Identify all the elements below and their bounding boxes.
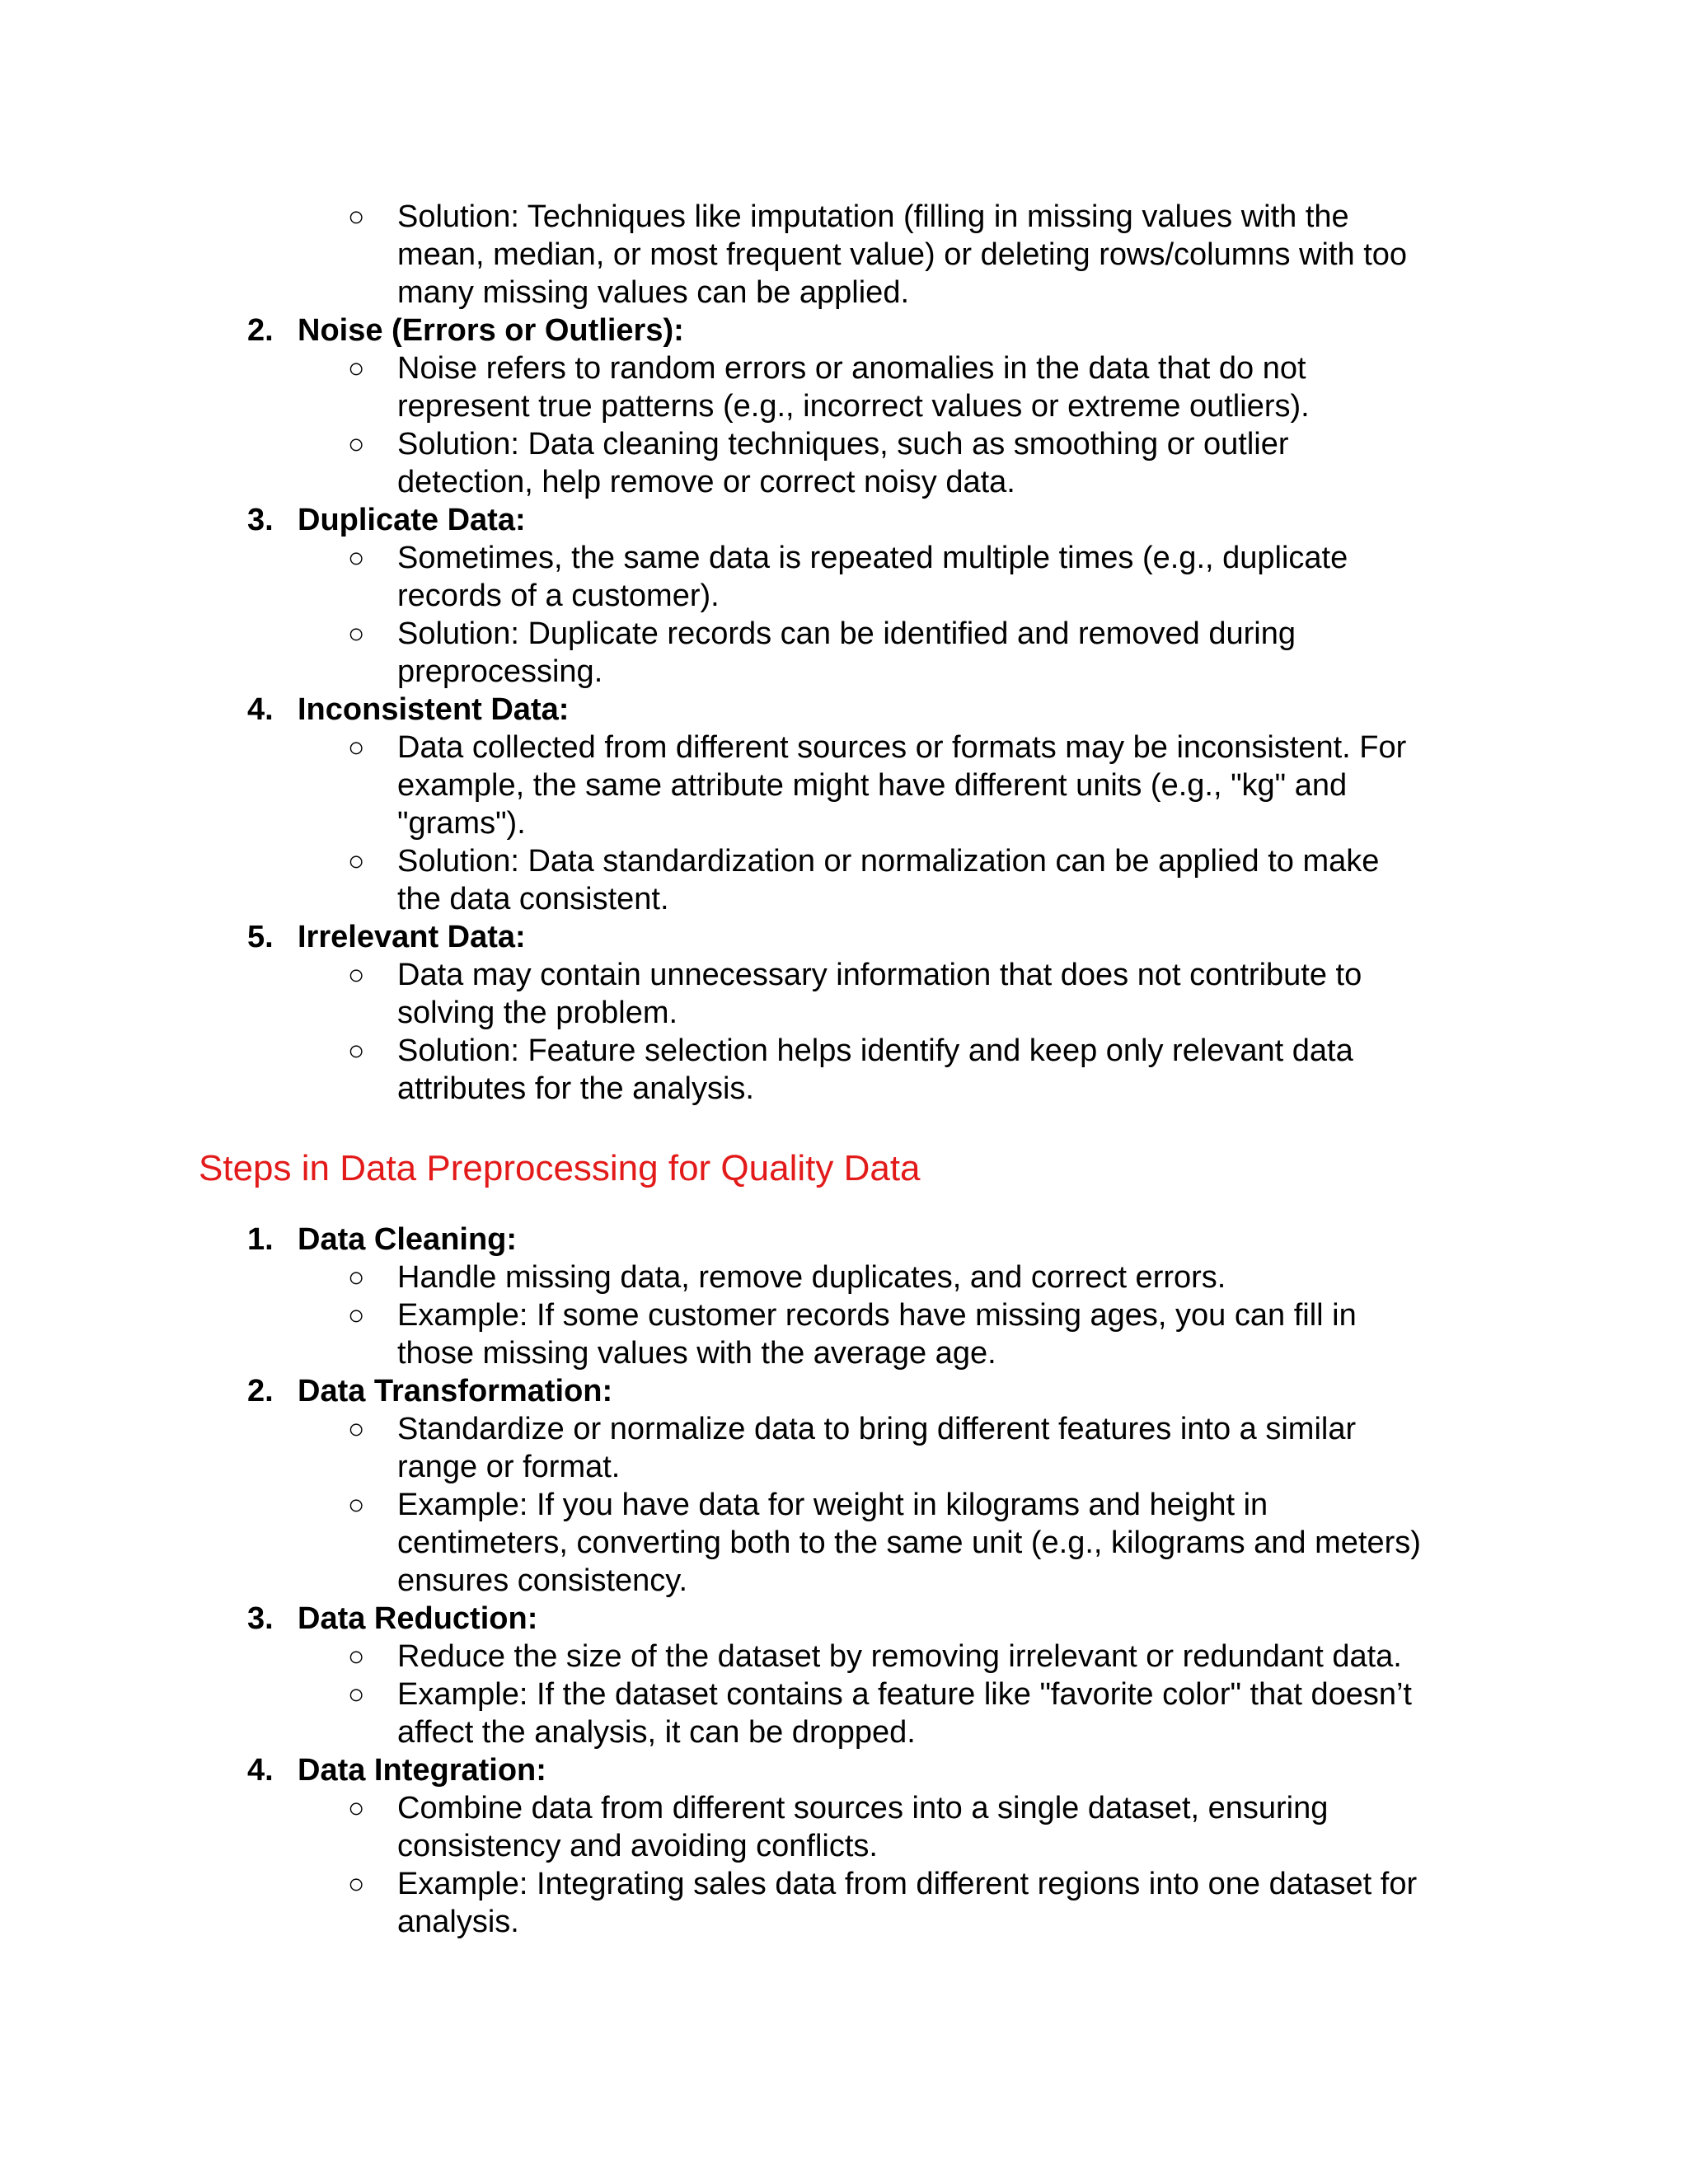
list-item-heading — [0, 691, 1688, 729]
list-item-data-cleaning — [0, 1221, 1688, 1372]
hollow-bullet-icon: ○ — [348, 846, 365, 877]
list-item-heading — [0, 918, 1688, 956]
list-item-heading — [0, 501, 1688, 539]
list-item-heading — [0, 312, 1688, 349]
bullet-text: Handle missing data, remove duplicates, and correct errors. — [397, 1260, 1226, 1295]
list-item-inconsistent-data — [0, 691, 1688, 918]
list-item-number: 2. — [247, 1374, 274, 1408]
hollow-bullet-icon: ○ — [348, 1868, 365, 1900]
list-bullet — [0, 349, 1688, 425]
bullet-text: Example: If you have data for weight in kilograms and height in centimeters, converting both to the same unit (e.g., kilograms and meters) ensures consistency. — [397, 1488, 1421, 1598]
list-item-heading — [0, 1372, 1688, 1410]
bullet-text: Solution: Data standardization or normalization can be applied to make the data consistent. — [397, 844, 1380, 916]
list-item-duplicate-data — [0, 501, 1688, 691]
list-item-title: Data Transformation: — [298, 1374, 613, 1408]
bullet-text: Data collected from different sources or formats may be inconsistent. For example, the same attribute might have different units (e.g., "kg" and "grams"). — [397, 730, 1407, 841]
bullet-text: Noise refers to random errors or anomalies in the data that do not represent true patterns (e.g., incorrect values or extreme outliers). — [397, 351, 1310, 424]
list-item-heading — [0, 1600, 1688, 1638]
hollow-bullet-icon: ○ — [348, 429, 365, 460]
list-bullet — [0, 539, 1688, 615]
list-item-number: 4. — [247, 692, 274, 727]
list-item-data-reduction — [0, 1600, 1688, 1751]
list-bullet — [0, 1410, 1688, 1486]
hollow-bullet-icon: ○ — [348, 1641, 365, 1672]
list-item-data-transformation — [0, 1372, 1688, 1600]
bullet-text: Solution: Duplicate records can be identified and removed during preprocessing. — [397, 616, 1296, 689]
list-bullet — [0, 1865, 1688, 1941]
list-bullet — [0, 1789, 1688, 1865]
list-item-title: Data Reduction: — [298, 1601, 538, 1636]
bullet-text: Data may contain unnecessary information that does not contribute to solving the problem. — [397, 958, 1362, 1030]
list-bullet — [0, 1032, 1688, 1108]
list-bullet — [0, 842, 1688, 918]
list-item-number: 5. — [247, 920, 274, 954]
bullet-text: Solution: Techniques like imputation (filling in missing values with the mean, median, or most frequent value) or deleting rows/columns with too many missing values can be applied. — [397, 199, 1408, 310]
hollow-bullet-icon: ○ — [348, 201, 365, 232]
bullet-text: Sometimes, the same data is repeated multiple times (e.g., duplicate records of a customer). — [397, 541, 1348, 613]
list-item-number: 4. — [247, 1753, 274, 1788]
bullet-text: Example: If some customer records have missing ages, you can fill in those missing values with the average age. — [397, 1298, 1357, 1371]
list-item-number: 1. — [247, 1222, 274, 1257]
list-bullet — [0, 1638, 1688, 1675]
list-item-number: 2. — [247, 313, 274, 348]
bullet-text: Combine data from different sources into a single dataset, ensuring consistency and avoiding conflicts. — [397, 1791, 1329, 1863]
list-item-heading — [0, 1221, 1688, 1258]
bullet-text: Solution: Feature selection helps identify and keep only relevant data attributes for the analysis. — [397, 1033, 1353, 1106]
bullet-text: Solution: Data cleaning techniques, such as smoothing or outlier detection, help remove or correct noisy data. — [397, 427, 1289, 499]
list-item-title: Data Integration: — [298, 1753, 546, 1788]
hollow-bullet-icon: ○ — [348, 1793, 365, 1824]
list-bullet — [0, 198, 1688, 312]
hollow-bullet-icon: ○ — [348, 1679, 365, 1710]
list-item-number: 3. — [247, 1601, 274, 1636]
issues-list — [0, 198, 1688, 1108]
bullet-text: Reduce the size of the dataset by removing irrelevant or redundant data. — [397, 1639, 1402, 1674]
bullet-text: Example: Integrating sales data from different regions into one dataset for analysis. — [397, 1867, 1418, 1939]
list-item-data-integration — [0, 1751, 1688, 1941]
list-item-title: Data Cleaning: — [298, 1222, 518, 1257]
hollow-bullet-icon: ○ — [348, 1489, 365, 1521]
hollow-bullet-icon: ○ — [348, 732, 365, 763]
hollow-bullet-icon: ○ — [348, 1262, 365, 1293]
list-item-title: Duplicate Data: — [298, 503, 526, 537]
list-bullet — [0, 1296, 1688, 1372]
bullet-text: Example: If the dataset contains a feature like "favorite color" that doesn’t affect the analysis, it can be dropped. — [397, 1677, 1412, 1750]
list-item-title: Noise (Errors or Outliers): — [298, 313, 684, 348]
hollow-bullet-icon: ○ — [348, 1300, 365, 1331]
list-bullet — [0, 615, 1688, 691]
hollow-bullet-icon: ○ — [348, 959, 365, 991]
list-bullet — [0, 729, 1688, 842]
list-item-noise — [0, 312, 1688, 501]
bullet-text: Standardize or normalize data to bring different features into a similar range or format. — [397, 1412, 1357, 1484]
list-item-number: 3. — [247, 503, 274, 537]
list-bullet — [0, 1675, 1688, 1751]
section-heading: Steps in Data Preprocessing for Quality Data — [199, 1148, 921, 1188]
hollow-bullet-icon: ○ — [348, 353, 365, 384]
hollow-bullet-icon: ○ — [348, 618, 365, 649]
hollow-bullet-icon: ○ — [348, 1035, 365, 1066]
list-item-title: Irrelevant Data: — [298, 920, 526, 954]
hollow-bullet-icon: ○ — [348, 1413, 365, 1445]
list-item-irrelevant-data — [0, 918, 1688, 1108]
list-bullet — [0, 956, 1688, 1032]
list-item-heading — [0, 1751, 1688, 1789]
list-item-title: Inconsistent Data: — [298, 692, 570, 727]
list-bullet — [0, 425, 1688, 501]
hollow-bullet-icon: ○ — [348, 542, 365, 574]
list-bullet — [0, 1486, 1688, 1600]
steps-list — [0, 1221, 1688, 1941]
list-bullet — [0, 1258, 1688, 1296]
